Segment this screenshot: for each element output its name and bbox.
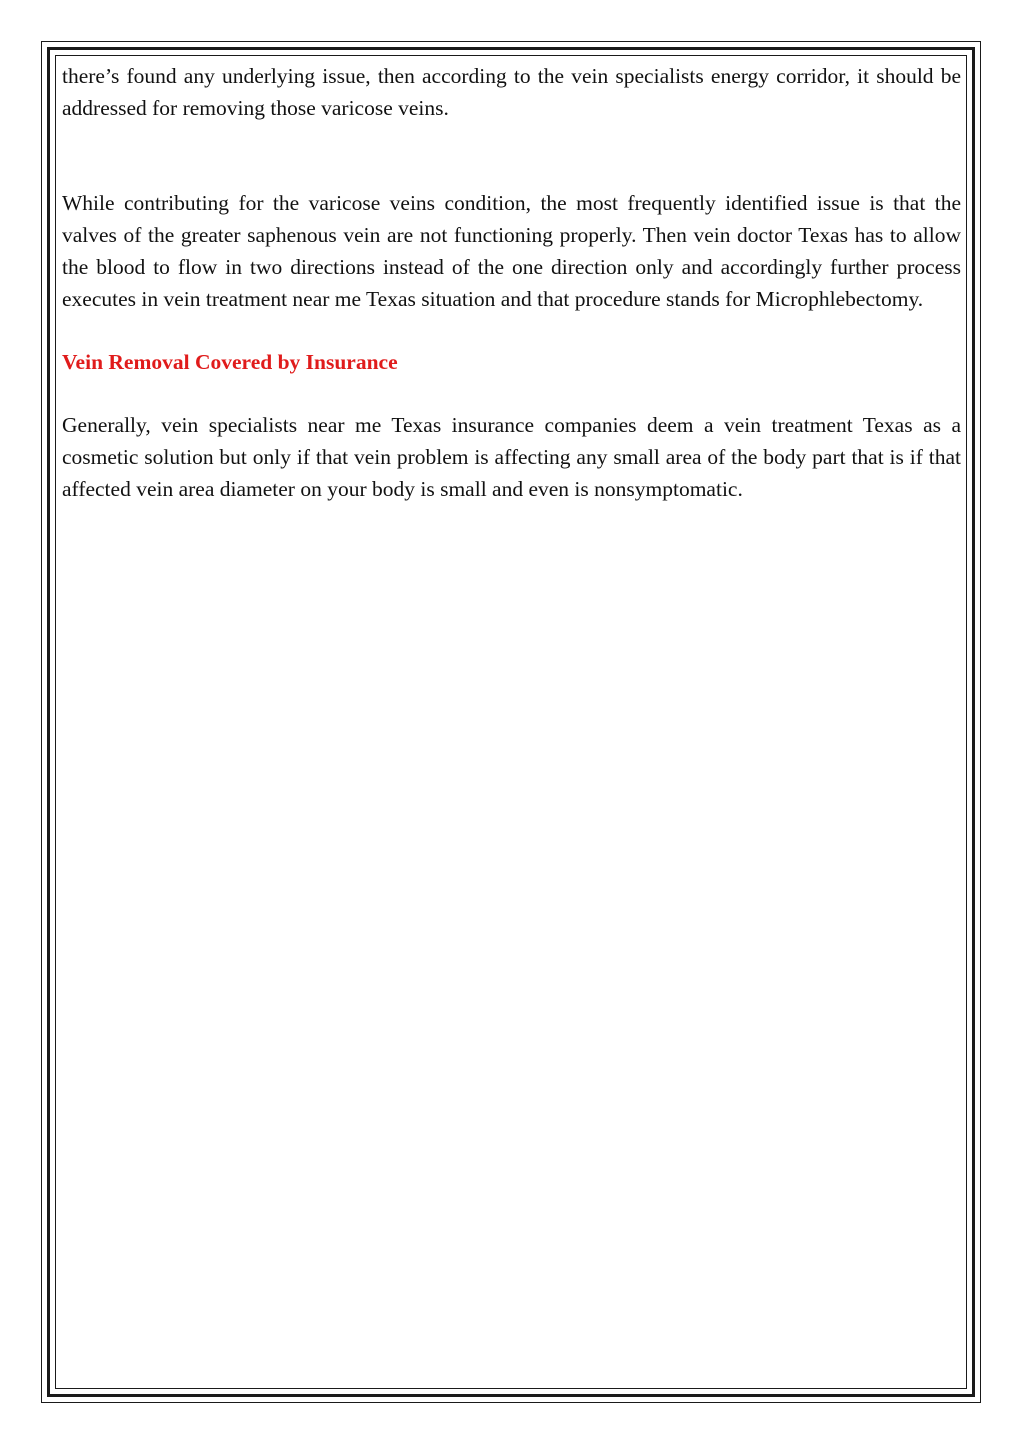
paragraph-insurance: Generally, vein specialists near me Texas insurance companies deem a vein treatment Texas as a cosmetic solution but only if that vein problem is affecting any small area of the body part that is if that affected vein area diameter on your body is small and even is nonsymptomatic.: [62, 413, 961, 501]
spacer: [62, 378, 961, 409]
spacer: [62, 315, 961, 346]
paragraph-continued: there’s found any underlying issue, then according to the vein specialists energy corridor, it should be addressed for removing those varicose veins.: [62, 64, 961, 120]
section-heading: Vein Removal Covered by Insurance: [62, 350, 398, 374]
document-body: [62, 60, 961, 505]
spacer: [62, 124, 961, 187]
paragraph-valves: While contributing for the varicose veins condition, the most frequently identified issue is that the valves of the greater saphenous vein are not functioning properly. Then vein doctor Texas has to allow the blood to flow in two directions instead of the one direction only and accordingly further process executes in vein treatment near me Texas situation and that procedure stands for Microphlebectomy.: [62, 191, 961, 311]
